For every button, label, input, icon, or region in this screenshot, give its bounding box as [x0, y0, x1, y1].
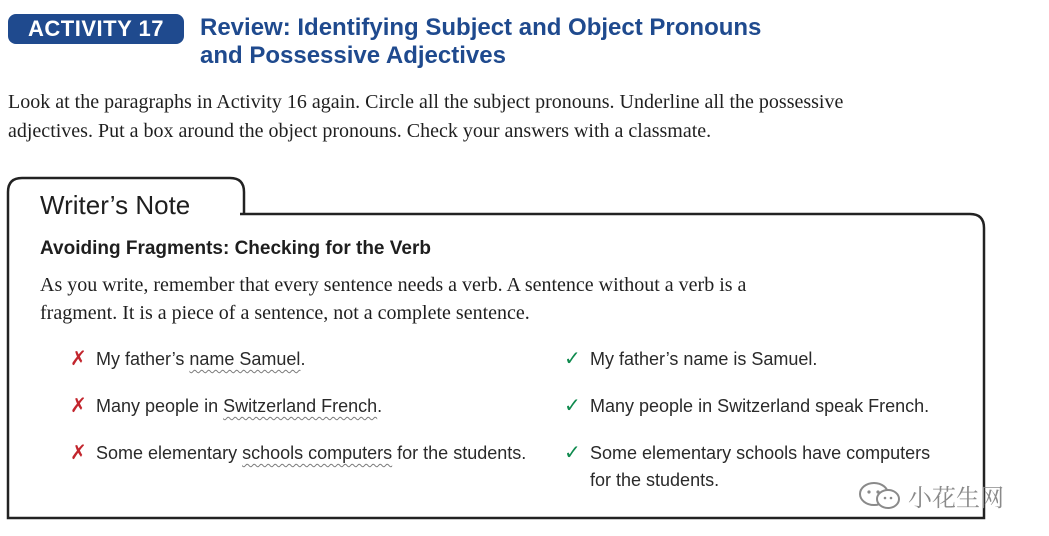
check-icon: ✓: [564, 395, 581, 417]
correct-example-2: [564, 393, 929, 420]
cross-icon: ✗: [70, 442, 87, 464]
incorrect-example-3: [70, 440, 526, 467]
title-line-1: Review: Identifying Subject and Object Pronouns: [200, 14, 762, 41]
instructions-line-1: Look at the paragraphs in Activity 16 again. Circle all the subject pronouns. Underline all the possessive: [8, 91, 844, 113]
instructions-line-2: adjectives. Put a box around the object pronouns. Check your answers with a classmate.: [8, 120, 712, 142]
activity-badge: ACTIVITY 17: [8, 14, 184, 44]
cross-icon: ✗: [70, 348, 87, 370]
writers-note-body: [40, 271, 940, 327]
watermark-text: 小花生网: [908, 484, 1004, 512]
watermark: [858, 478, 1004, 513]
writers-note-subheading: Avoiding Fragments: Checking for the Verb: [40, 238, 431, 259]
example-text: Some elementary schools computers for the students.: [96, 443, 527, 463]
correct-example-1: [564, 346, 817, 373]
activity-title: [200, 14, 960, 70]
incorrect-example-2: [70, 393, 382, 420]
fragment-underline: schools computers: [242, 443, 393, 463]
cross-icon: ✗: [70, 395, 87, 417]
example-text: My father’s name is Samuel.: [590, 349, 818, 369]
example-text: Many people in Switzerland speak French.: [590, 396, 930, 416]
example-text: Some elementary schools have computers for the students.: [590, 443, 931, 490]
example-text: Many people in Switzerland French.: [96, 396, 383, 416]
instructions: [8, 88, 1008, 146]
fragment-underline: Switzerland French: [223, 396, 378, 416]
title-line-2: and Possessive Adjectives: [200, 42, 506, 69]
example-text: My father’s name Samuel.: [96, 349, 306, 369]
fragment-underline: name Samuel: [189, 349, 301, 369]
check-icon: ✓: [564, 348, 581, 370]
note-body-line-2: fragment. It is a piece of a sentence, not a complete sentence.: [40, 302, 530, 324]
check-icon: ✓: [564, 442, 581, 464]
writers-note-label: Writer’s Note: [40, 190, 191, 220]
note-body-line-1: As you write, remember that every sentence needs a verb. A sentence without a verb is a: [40, 274, 747, 296]
chat-bubble-icon: [858, 481, 902, 511]
incorrect-example-1: [70, 346, 305, 373]
